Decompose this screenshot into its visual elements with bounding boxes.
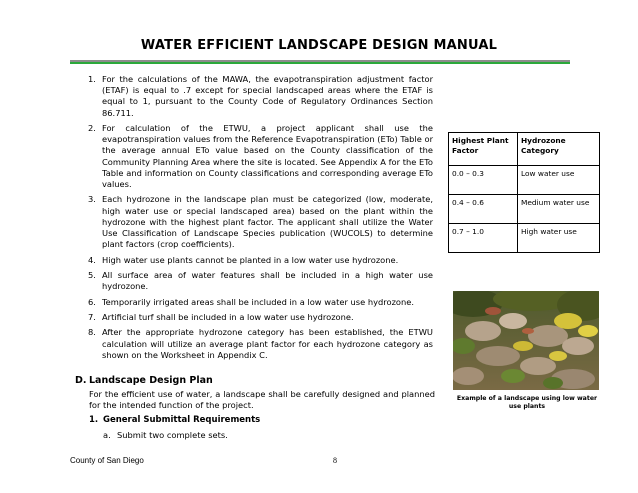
plant-factor-cell: 0.7 – 1.0 (449, 224, 518, 253)
landscape-photo (453, 291, 599, 390)
requirements-list (88, 74, 433, 365)
table-header-row (449, 133, 600, 166)
footer-organization: County of San Diego (70, 456, 144, 465)
table-row (449, 224, 600, 253)
category-cell: High water use (518, 224, 600, 253)
plant-factor-cell: 0.0 – 0.3 (449, 166, 518, 195)
list-item: 1. For the calculations of the MAWA, the evapotranspiration adjustment factor (ETAF) is equal to .7 except for special landscaped areas where the ETAF is equal to 1, pursuant to the County Code of Regulatory Ordinances Section 86.711. (88, 74, 433, 118)
photo-caption: Example of a landscape using low water use plants (456, 395, 598, 411)
page-title: WATER EFFICIENT LANDSCAPE DESIGN MANUAL (140, 38, 498, 53)
list-item: 3. Each hydrozone in the landscape plan must be categorized (low, moderate, high water use or special landscaped area) based on the plant within the hydrozone with the highest plant factor. The applicant shall utilize the Water Use Classification of Landscape Species publication (WUCOLS) to determine plant factors (crop coefficients). (88, 194, 433, 250)
table-row (449, 195, 600, 224)
submittal-item: a. Submit two complete sets. (103, 430, 228, 441)
section-d-body: For the efficient use of water, a landscape shall be carefully designed and planned for the intended function of the project. (89, 389, 435, 411)
header-rule-green (70, 62, 570, 64)
category-cell: Medium water use (518, 195, 600, 224)
col-header-hydrozone-category: Hydrozone Category (518, 133, 600, 166)
section-d-heading: D. Landscape Design Plan (75, 375, 213, 386)
category-cell: Low water use (518, 166, 600, 195)
page-number: 8 (333, 456, 337, 465)
table-row (449, 166, 600, 195)
plant-factor-cell: 0.4 – 0.6 (449, 195, 518, 224)
list-item: 2. For calculation of the ETWU, a project applicant shall use the evapotranspiration values from the Reference Evapotranspiration (ETo) Table or the average annual ETo value based on the County classification of the Community Planning Area where the site is located. See Appendix A for the ETo Table and information on County classifications and corresponding average ETo values. (88, 123, 433, 190)
list-item: 7. Artificial turf shall be included in a low water use hydrozone. (88, 311, 354, 322)
col-header-plant-factor: Highest Plant Factor (449, 133, 518, 166)
list-item: 4. High water use plants cannot be planted in a low water use hydrozone. (88, 254, 399, 265)
general-submittal-heading: 1. General Submittal Requirements (89, 415, 261, 426)
hydrozone-table (448, 132, 600, 253)
list-item: 5. All surface area of water features shall be included in a high water use hydrozone. (88, 270, 433, 292)
section-d (75, 375, 435, 440)
list-item: 6. Temporarily irrigated areas shall be included in a low water use hydrozone. (88, 296, 414, 307)
list-item: 8. After the appropriate hydrozone category has been established, the ETWU calculation will utilize an average plant factor for each hydrozone category as shown on the Worksheet in Appendix C. (88, 327, 433, 360)
